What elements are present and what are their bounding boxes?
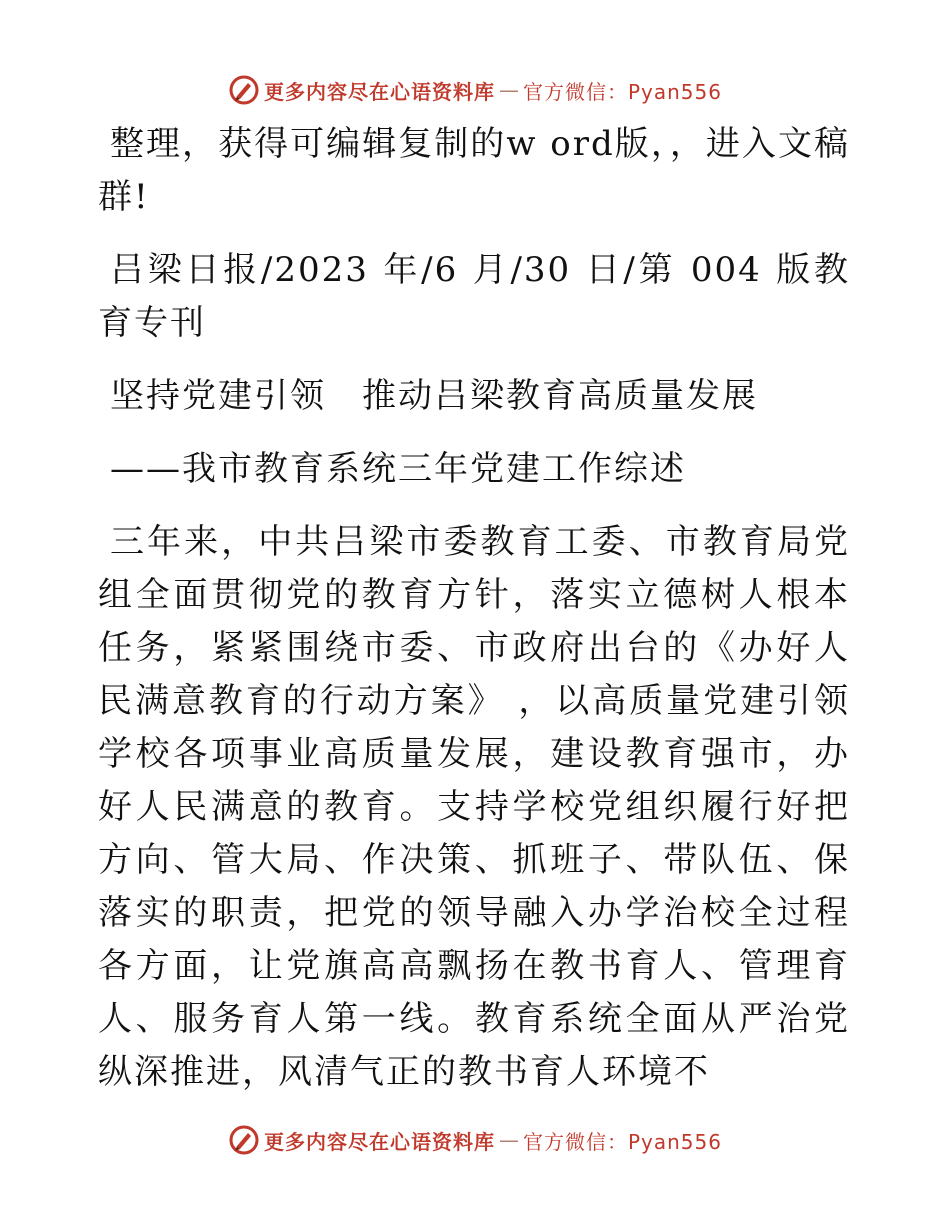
header-banner <box>0 70 950 110</box>
pen-logo-icon <box>228 74 260 106</box>
article-title: 坚持党建引领 推动吕梁教育高质量发展 <box>110 376 758 416</box>
footer-banner <box>0 1120 950 1160</box>
intro-text: 整理，获得可编辑复制的w ord版，，进入文稿群! <box>98 124 850 217</box>
article-subtitle: ——我市教育系统三年党建工作综述 <box>110 449 686 489</box>
source-line: 吕梁日报/2023 年/6 月/30 日/第 004 版教育专刊 <box>98 250 850 343</box>
banner-contact-text: 官方微信：Pyan556 <box>522 1129 722 1154</box>
banner-separator: — <box>498 78 519 102</box>
banner-contact-text: 官方微信：Pyan556 <box>522 79 722 104</box>
article-body: 三年来，中共吕梁市委教育工委、市教育局党组全面贯彻党的教育方针，落实立德树人根本任务，紧紧围绕市委、市政府出台的《办好人民满意教育的行动方案》 ，以高质量党建引领学校各项事业高质量发展，建设教育强市，办好人民满意的教育。支持学校党组织履行好把方向、管大局、作决策、抓班子、带队伍、保落实的职责，把党的领导融入办学治校全过程各方面，让党旗高高飘扬在教书育人、管理育人、服务育人第一线。教育系统全面从严治党纵深推进，风清气正的教书育人环境不 <box>98 522 850 1092</box>
document-content <box>98 118 850 1099</box>
banner-site-text: 更多内容尽在心语资料库 <box>263 1129 495 1154</box>
banner-separator: — <box>498 1128 519 1152</box>
banner-site-text: 更多内容尽在心语资料库 <box>263 79 495 104</box>
pen-logo-icon <box>228 1124 260 1156</box>
